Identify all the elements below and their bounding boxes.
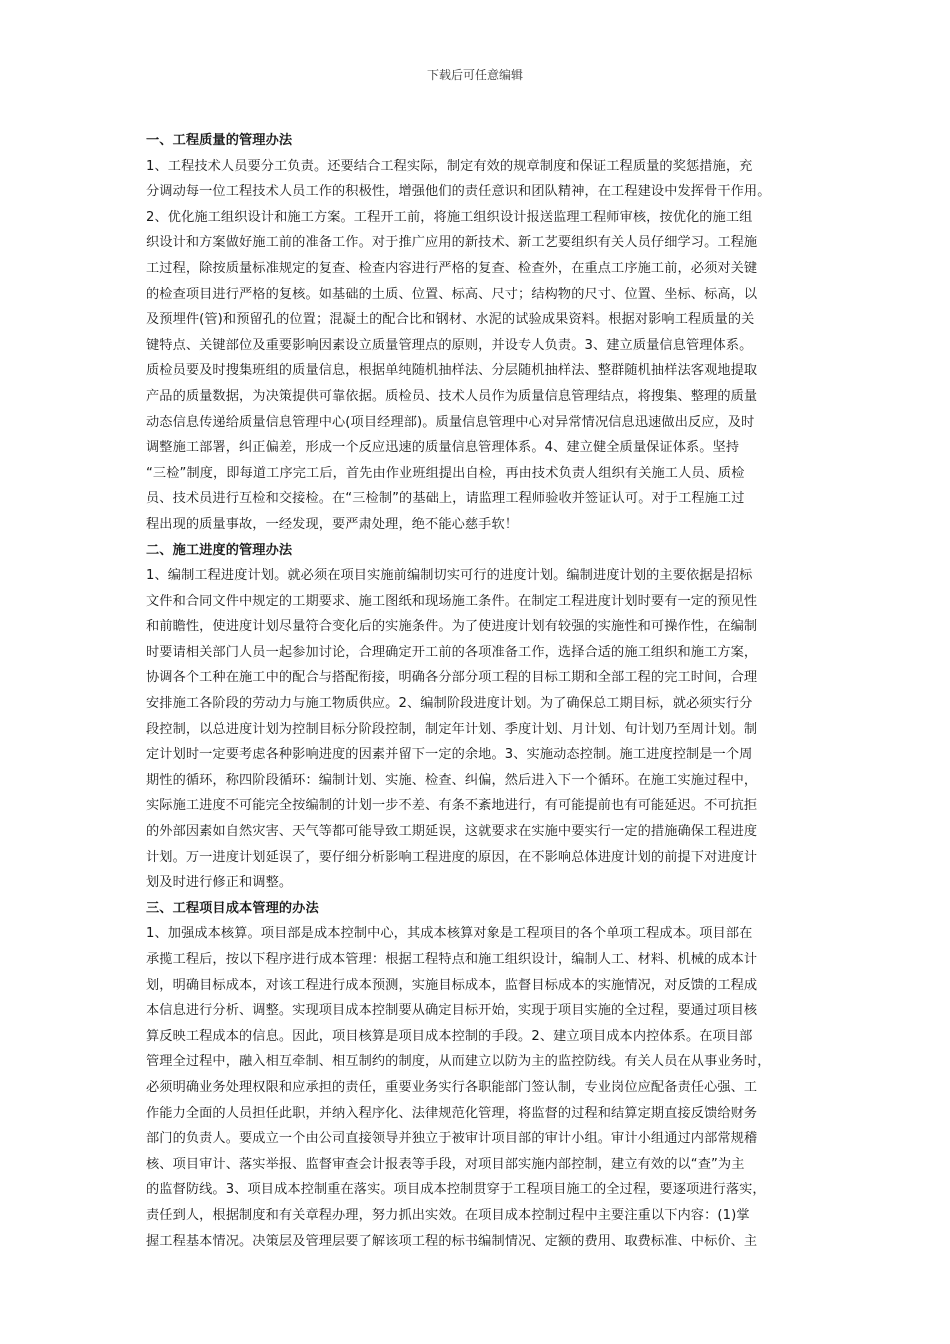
- paragraph-line: 作能力全面的人员担任此职，并纳入程序化、法律规范化管理，将监督的过程和结算定期直接反馈给财务: [146, 1105, 758, 1121]
- paragraph-line: 实际施工进度不可能完全按编制的计划一步不差、有条不紊地进行，有可能提前也有可能延迟。不可抗拒: [146, 798, 758, 814]
- paragraph-line: 算反映工程成本的信息。因此，项目核算是项目成本控制的手段。2、建立项目成本内控体系。在项目部: [146, 1028, 753, 1044]
- paragraph-line: 的监督防线。3、项目成本控制重在落实。项目成本控制贯穿于工程项目施工的全过程，要逐项进行落实，: [146, 1182, 766, 1198]
- paragraph-line: 的外部因素如自然灾害、天气等都可能导致工期延误，这就要求在实施中要实行一定的措施确保工程进度: [146, 824, 758, 840]
- paragraph-line: 1、工程技术人员要分工负责。还要结合工程实际，制定有效的规章制度和保证工程质量的奖惩措施，充: [146, 158, 753, 174]
- paragraph-line: 部门的负责人。要成立一个由公司直接领导并独立于被审计项目部的审计小组。审计小组通过内部常规稽: [146, 1131, 758, 1147]
- paragraph-line: 工过程，除按质量标准规定的复查、检查内容进行严格的复查、检查外，在重点工序施工前，必须对关键: [146, 260, 758, 276]
- paragraph-line: 1、加强成本核算。项目部是成本控制中心，其成本核算对象是工程项目的各个单项工程成本。项目部在: [146, 926, 753, 942]
- paragraph-line: 键特点、关键部位及重要影响因素设立质量管理点的原则，并设专人负责。3、建立质量信息管理体系。: [146, 337, 753, 353]
- paragraph-line: 核、项目审计、落实举报、监督审查会计报表等手段，对项目部实施内部控制，建立有效的以“查”为主: [146, 1156, 745, 1172]
- paragraph-line: 安排施工各阶段的劳动力与施工物质供应。2、编制阶段进度计划。为了确保总工期目标，就必须实行分: [146, 696, 753, 712]
- paragraph-line: 和前瞻性，使进度计划尽量符合变化后的实施条件。为了使进度计划有较强的实施性和可操作性，在编制: [146, 619, 758, 635]
- paragraph-line: 2、优化施工组织设计和施工方案。工程开工前，将施工组织设计报送监理工程师审核，按优化的施工组: [146, 209, 753, 225]
- paragraph-line: 动态信息传递给质量信息管理中心(项目经理部)。质量信息管理中心对异常情况信息迅速做出反应，及时: [146, 414, 755, 430]
- paragraph-line: 调整施工部署，纠正偏差，形成一个反应迅速的质量信息管理体系。4、建立健全质量保证体系。坚持: [146, 440, 740, 456]
- paragraph-line: 期性的循环，称四阶段循环：编制计划、实施、检查、纠偏，然后进入下一个循环。在施工实施过程中，: [146, 772, 758, 788]
- paragraph-line: 分调动每一位工程技术人员工作的积极性，增强他们的责任意识和团队精神，在工程建设中发挥骨干作用。: [146, 184, 771, 200]
- paragraph-line: 文件和合同文件中规定的工期要求、施工图纸和现场施工条件。在制定工程进度计划时要有一定的预见性: [146, 593, 758, 609]
- paragraph-line: 的检查项目进行严格的复核。如基础的土质、位置、标高、尺寸；结构物的尺寸、位置、坐标、标高，以: [146, 286, 758, 302]
- paragraph-line: 1、编制工程进度计划。就必须在项目实施前编制切实可行的进度计划。编制进度计划的主要依据是招标: [146, 568, 753, 584]
- paragraph-line: 段控制，以总进度计划为控制目标分阶段控制，制定年计划、季度计划、月计划、旬计划乃至周计划。制: [146, 721, 758, 737]
- paragraph-line: 产品的质量数据，为决策提供可靠依据。质检员、技术人员作为质量信息管理结点，将搜集、整理的质量: [146, 388, 758, 404]
- paragraph-line: 握工程基本情况。决策层及管理层要了解该项工程的标书编制情况、定额的费用、取费标准、中标价、主: [146, 1233, 758, 1249]
- paragraph-line: 及预埋件(管)和预留孔的位置；混凝土的配合比和钢材、水泥的试验成果资料。根据对影响工程质量的关: [146, 312, 755, 328]
- section-heading: 二、施工进度的管理办法: [146, 542, 293, 558]
- paragraph-line: 时要请相关部门人员一起参加讨论，合理确定开工前的各项准备工作，选择合适的施工组织和施工方案，: [146, 644, 758, 660]
- paragraph-line: 定计划时一定要考虑各种影响进度的因素并留下一定的余地。3、实施动态控制。施工进度控制是一个周: [146, 747, 753, 763]
- paragraph-line: 质检员要及时搜集班组的质量信息，根据单纯随机抽样法、分层随机抽样法、整群随机抽样法客观地提取: [146, 363, 758, 379]
- paragraph-line: 责任到人，根据制度和有关章程办理，努力抓出实效。在项目成本控制过程中主要注重以下内容：(1)掌: [146, 1207, 750, 1223]
- paragraph-line: 计划。万一进度计划延误了，要仔细分析影响工程进度的原因，在不影响总体进度计划的前提下对进度计: [146, 849, 758, 865]
- paragraph-line: “三检”制度，即每道工序完工后，首先由作业班组提出自检，再由技术负责人组织有关施工人员、质检: [146, 465, 745, 481]
- document-body: [146, 128, 814, 1254]
- paragraph-line: 划及时进行修正和调整。: [146, 875, 293, 891]
- paragraph-line: 必须明确业务处理权限和应承担的责任，重要业务实行各职能部门签认制，专业岗位应配备责任心强、工: [146, 1079, 758, 1095]
- section-heading: 一、工程质量的管理办法: [146, 133, 293, 148]
- page-header: 下载后可任意编辑: [426, 68, 523, 82]
- paragraph-line: 承揽工程后，按以下程序进行成本管理：根据工程特点和施工组织设计，编制人工、材料、机械的成本计: [146, 952, 758, 967]
- paragraph-line: 程出现的质量事故，一经发现，要严肃处理，绝不能心慈手软！: [146, 516, 519, 532]
- paragraph-line: 划，明确目标成本，对该工程进行成本预测，实施目标成本，监督目标成本的实施情况，对反馈的工程成: [146, 977, 758, 993]
- section-heading: 三、工程项目成本管理的办法: [146, 900, 319, 916]
- paragraph-line: 管理全过程中，融入相互牵制、相互制约的制度，从而建立以防为主的监控防线。有关人员在从事业务时，: [146, 1054, 771, 1070]
- paragraph-line: 本信息进行分析、调整。实现项目成本控制要从确定目标开始，实现于项目实施的全过程，要通过项目核: [146, 1003, 758, 1019]
- paragraph-line: 协调各个工种在施工中的配合与搭配衔接，明确各分部分项工程的目标工期和全部工程的完工时间，合理: [146, 670, 758, 686]
- paragraph-line: 织设计和方案做好施工前的准备工作。对于推广应用的新技术、新工艺要组织有关人员仔细学习。工程施: [146, 235, 758, 251]
- paragraph-line: 员、技术员进行互检和交接检。在“三检制”的基础上，请监理工程师验收并签证认可。对于工程施工过: [146, 491, 745, 507]
